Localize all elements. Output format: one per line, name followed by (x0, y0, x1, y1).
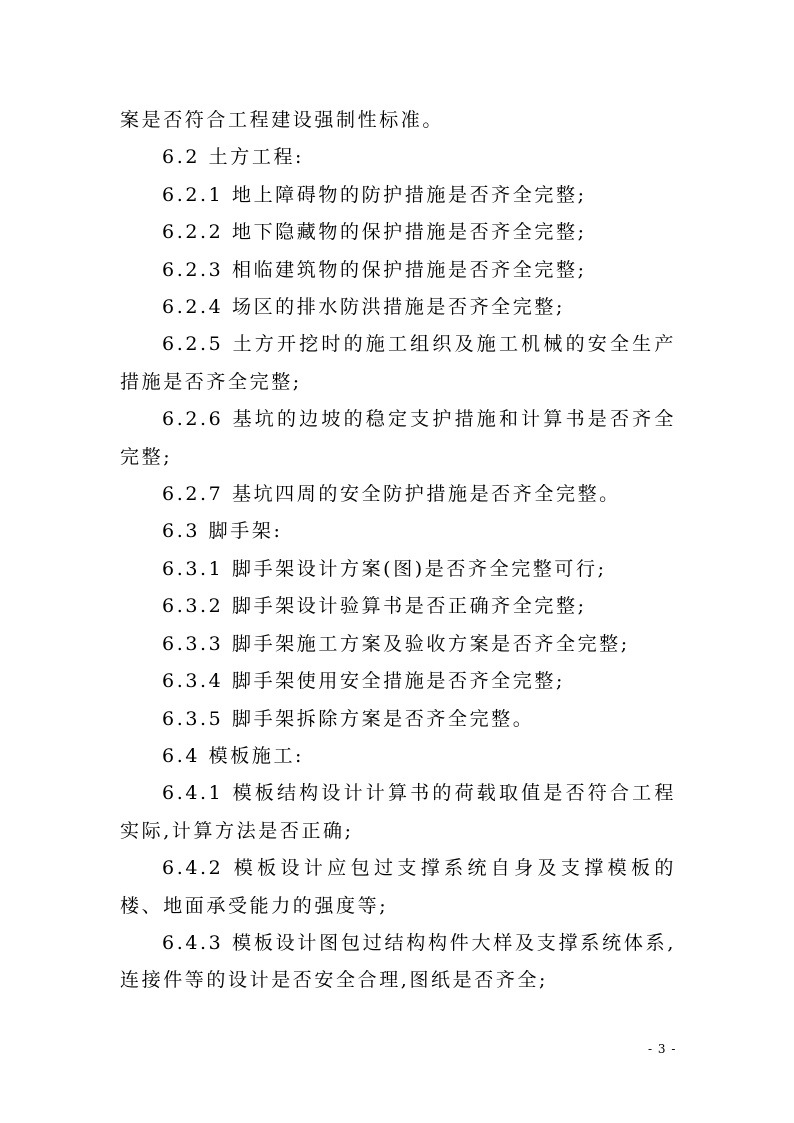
paragraph-6-2-4: 6.2.4 场区的排水防洪措施是否齐全完整; (162, 296, 565, 319)
paragraph-continuation: 案是否符合工程建设强制性标准。 (120, 109, 445, 131)
paragraph-6-3-2: 6.3.2 脚手架设计验算书是否正确齐全完整; (162, 595, 587, 618)
paragraph-6-4-1: 6.4.1 模板结构设计计算书的荷载取值是否符合工程实际,计算方法是否正确; (120, 782, 676, 842)
paragraph-6-4-3: 6.4.3 模板设计图包过结构构件大样及支撑系统体系,连接件等的设计是否安全合理,图纸是否齐全; (120, 931, 676, 992)
section-heading-6-4: 6.4 模板施工: (162, 744, 305, 767)
paragraph-6-2-1: 6.2.1 地上障碍物的防护措施是否齐全完整; (162, 183, 587, 206)
paragraph-6-2-5: 6.2.5 土方开挖时的施工组织及施工机械的安全生产措施是否齐全完整; (120, 333, 676, 393)
paragraph-6-2-2: 6.2.2 地下隐藏物的保护措施是否齐全完整; (162, 221, 587, 244)
page-number: - 3 - (648, 1042, 677, 1056)
paragraph-6-3-3: 6.3.3 脚手架施工方案及验收方案是否齐全完整; (162, 632, 630, 655)
paragraph-6-4-2: 6.4.2 模板设计应包过支撑系统自身及支撑模板的楼、地面承受能力的强度等; (120, 857, 676, 917)
document-body (120, 102, 676, 1000)
paragraph-6-3-5: 6.3.5 脚手架拆除方案是否齐全完整。 (162, 707, 535, 730)
paragraph-6-3-1: 6.3.1 脚手架设计方案(图)是否齐全完整可行; (162, 557, 607, 580)
section-heading-6-2: 6.2 土方工程: (162, 146, 305, 169)
paragraph-6-2-7: 6.2.7 基坑四周的安全防护措施是否齐全完整。 (162, 483, 621, 506)
paragraph-6-3-4: 6.3.4 脚手架使用安全措施是否齐全完整; (162, 670, 565, 693)
paragraph-6-2-3: 6.2.3 相临建筑物的保护措施是否齐全完整; (162, 258, 587, 281)
section-heading-6-3: 6.3 脚手架: (162, 520, 283, 543)
paragraph-6-2-6: 6.2.6 基坑的边坡的稳定支护措施和计算书是否齐全完整; (120, 408, 676, 468)
